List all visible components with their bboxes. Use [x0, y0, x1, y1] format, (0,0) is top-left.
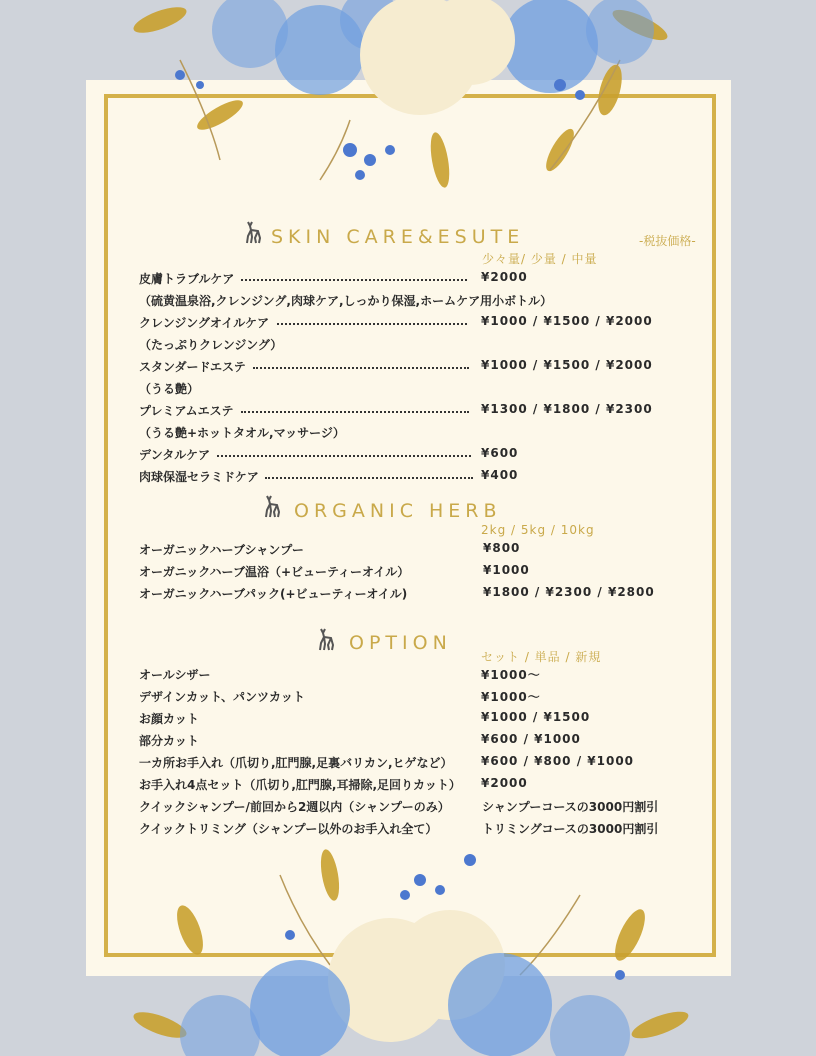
item-price: ¥400 [481, 468, 519, 482]
menu-row [139, 710, 679, 730]
menu-row [139, 666, 679, 686]
item-price: ¥1000 [483, 563, 530, 577]
section-title-skincare: SKIN CARE&ESUTE [271, 226, 525, 248]
tax-note: -税抜価格- [639, 234, 696, 248]
item-note: （うる艶+ホットタオル,マッサージ） [139, 426, 345, 440]
menu-row [139, 732, 679, 752]
column-header-skincare: 少々量/ 少量 / 中量 [482, 252, 598, 266]
item-price: ¥2000 [481, 776, 528, 790]
menu-row [139, 798, 679, 818]
section-title-herb: ORGANIC HERB [294, 500, 502, 522]
deer-icon [317, 627, 337, 651]
menu-row [139, 468, 679, 488]
item-name: 肉球保湿セラミドケア [139, 470, 259, 484]
item-price: ¥1000〜 [481, 668, 541, 682]
item-price: ¥1800 / ¥2300 / ¥2800 [483, 585, 655, 599]
item-price: ¥1000〜 [481, 690, 541, 704]
item-name: 皮膚トラブルケア [139, 272, 235, 286]
menu-row [139, 688, 679, 708]
menu-row [139, 314, 679, 334]
menu-row [139, 402, 679, 422]
menu-row [139, 541, 679, 561]
item-name: クイックシャンプー/前回から2週以内（シャンプーのみ） [139, 800, 450, 814]
item-name: デンタルケア [139, 448, 211, 462]
deer-icon [244, 220, 264, 244]
item-name: オーガニックハーブパック(+ビューティーオイル) [139, 587, 408, 601]
item-name: お顔カット [139, 712, 199, 726]
item-price: ¥1000 / ¥1500 [481, 710, 591, 724]
item-price: トリミングコースの3000円割引 [482, 822, 659, 836]
menu-row [139, 358, 679, 378]
item-name: プレミアムエステ [139, 404, 234, 418]
item-price: ¥600 [481, 446, 519, 460]
menu-row [139, 754, 679, 774]
item-price: ¥800 [483, 541, 521, 555]
item-name: オーガニックハーブ温浴（+ビューティーオイル） [139, 565, 410, 579]
item-name: オーガニックハーブシャンプー [139, 543, 304, 557]
item-price: ¥600 / ¥1000 [481, 732, 581, 746]
item-name: お手入れ4点セット（爪切り,肛門腺,耳掃除,足回りカット） [139, 778, 461, 792]
dot-leader [217, 455, 471, 457]
item-note: （たっぷりクレンジング） [139, 338, 283, 352]
item-price: シャンプーコースの3000円割引 [482, 800, 659, 814]
menu-row [139, 776, 679, 796]
item-price: ¥600 / ¥800 / ¥1000 [481, 754, 635, 768]
item-name: クイックトリミング（シャンプー以外のお手入れ全て） [139, 822, 438, 836]
dot-leader [253, 367, 469, 369]
item-price: ¥1000 / ¥1500 / ¥2000 [481, 314, 653, 328]
dot-leader [277, 323, 467, 325]
column-header-option: セット / 単品 / 新規 [481, 650, 602, 664]
section-title-option: OPTION [349, 632, 452, 654]
menu-row [139, 585, 679, 605]
item-name: 一カ所お手入れ（爪切り,肛門腺,足裏バリカン,ヒゲなど） [139, 756, 453, 770]
menu-row [139, 563, 679, 583]
item-price: ¥2000 [481, 270, 528, 284]
item-price: ¥1000 / ¥1500 / ¥2000 [481, 358, 653, 372]
dot-leader [241, 279, 467, 281]
deer-icon [263, 494, 283, 518]
menu-row [139, 820, 679, 840]
item-name: 部分カット [139, 734, 199, 748]
item-name: スタンダードエステ [139, 360, 246, 374]
item-note: （硫黄温泉浴,クレンジング,肉球ケア,しっかり保湿,ホームケア用小ボトル） [139, 294, 553, 308]
item-name: オールシザー [139, 668, 211, 682]
dot-leader [265, 477, 473, 479]
item-name: クレンジングオイルケア [139, 316, 270, 330]
item-name: デザインカット、パンツカット [139, 690, 305, 704]
item-price: ¥1300 / ¥1800 / ¥2300 [481, 402, 653, 416]
menu-row [139, 446, 679, 466]
item-note: （うる艶） [139, 382, 200, 396]
menu-row [139, 270, 679, 290]
dot-leader [241, 411, 469, 413]
column-header-herb: 2kg / 5kg / 10kg [481, 523, 595, 537]
